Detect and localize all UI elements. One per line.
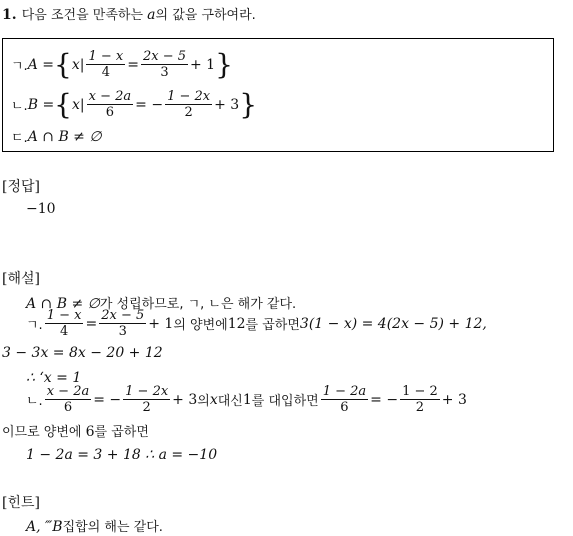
hint-line [26, 516, 163, 535]
solution-line-4: ∴ ‘x = 1 [26, 370, 82, 386]
denominator: 2 [184, 105, 193, 120]
denominator: 6 [340, 400, 349, 415]
answer-value: −10 [26, 201, 56, 217]
solution-line-5-text-2: 대신 [217, 394, 243, 409]
problem-text-before: 다음 조건을 만족하는 [21, 8, 148, 23]
numerator: x − 2a [88, 89, 132, 104]
solution-line-6-six: 6 [85, 424, 95, 440]
denominator: 2 [415, 400, 425, 415]
condition-2-lhs: B = [27, 96, 55, 113]
solution-line-2-tail: + 1 [148, 315, 174, 332]
equals: = − [370, 391, 399, 408]
numerator: 1 − 2x [167, 89, 211, 104]
condition-1 [11, 49, 233, 80]
condition-3-label: ㄷ. [11, 131, 28, 146]
equals: = − [93, 391, 122, 408]
denominator: 4 [101, 65, 110, 80]
problem-number: 1. [2, 7, 17, 23]
right-brace: } [239, 87, 258, 121]
equals: = [85, 315, 98, 332]
denominator: 3 [118, 324, 127, 339]
condition-1-lhs: A = [27, 56, 54, 73]
left-brace: { [54, 47, 72, 81]
solution-line-5-one: 1 [242, 391, 252, 408]
fraction [123, 384, 170, 415]
denominator: 3 [160, 65, 169, 80]
fraction [45, 308, 84, 339]
solution-line-2-text-1: 의 양변에 [173, 318, 228, 333]
problem-text-after: 의 값을 구하여라. [155, 8, 256, 23]
condition-3-expr: A ∩ B ≠ ∅ [27, 128, 102, 145]
fraction [165, 89, 212, 120]
problem-statement [2, 4, 256, 23]
fraction [45, 384, 92, 415]
numerator: 1 − 2 [402, 384, 438, 399]
condition-2-label: ㄴ. [11, 99, 28, 114]
condition-1-tail: + 1 [189, 56, 216, 73]
denominator: 6 [105, 105, 115, 120]
hint-title: [힌트] [2, 495, 40, 511]
condition-2 [11, 89, 257, 120]
solution-line-6-text-2: 를 곱하면 [94, 425, 149, 440]
numerator: 1 − x [88, 49, 124, 64]
solution-line-6 [2, 421, 149, 440]
solution-line-5-x: x [209, 391, 218, 408]
solution-line-2-equation: 3(1 − x) = 4(2x − 5) + 12, [299, 315, 487, 332]
answer-title: [정답] [2, 179, 40, 195]
hint-math: A, ‴B [26, 519, 63, 535]
solution-line-5-tail-2: + 3 [441, 391, 467, 408]
condition-2-x-bar: x| [72, 96, 85, 113]
solution-line-2-twelve: 12 [227, 315, 246, 332]
solution-line-1-text: 가 성립하므로, ㄱ, ㄴ은 해가 같다. [99, 297, 297, 312]
right-brace: } [215, 47, 233, 81]
solution-line-1-math: A ∩ B ≠ ∅ [26, 296, 100, 312]
condition-1-label: ㄱ. [11, 59, 28, 74]
solution-line-5-text-3: 를 대입하면 [251, 394, 319, 409]
solution-line-2 [26, 308, 487, 339]
left-brace: { [54, 87, 72, 121]
solution-line-2-text-2: 를 곱하면 [245, 318, 300, 333]
solution-line-7: 1 − 2a = 3 + 18 ∴ a = −10 [26, 447, 218, 463]
solution-line-6-text-1: 이므로 양변에 [2, 425, 86, 440]
conditions-box [2, 38, 554, 152]
solution-line-3: 3 − 3x = 8x − 20 + 12 [2, 345, 163, 361]
equals: = [127, 56, 139, 73]
fraction [400, 384, 440, 415]
solution-line-5-label: ㄴ. [26, 394, 43, 409]
fraction [99, 308, 146, 339]
fraction [141, 49, 188, 80]
condition-1-x-bar: x| [71, 56, 85, 73]
fraction [86, 49, 125, 80]
solution-line-5 [26, 384, 467, 415]
fraction [321, 384, 368, 415]
equals: = − [135, 96, 164, 113]
numerator: 1 − 2a [322, 384, 367, 399]
denominator: 4 [59, 324, 69, 339]
solution-line-2-label: ㄱ. [26, 318, 43, 333]
numerator: 1 − 2x [125, 384, 169, 399]
denominator: 2 [142, 400, 151, 415]
solution-line-5-tail: + 3 [172, 391, 198, 408]
solution-title: [해설] [2, 271, 40, 287]
numerator: 1 − x [46, 308, 82, 323]
numerator: x − 2a [46, 384, 90, 399]
numerator: 2x − 5 [142, 49, 186, 64]
condition-3 [11, 127, 102, 146]
numerator: 2x − 5 [101, 308, 145, 323]
solution-line-5-text-1: 의 [197, 394, 210, 409]
fraction [87, 89, 134, 120]
condition-2-tail: + 3 [214, 96, 240, 113]
denominator: 6 [63, 400, 73, 415]
problem-var-a: a [147, 7, 156, 23]
hint-text: 집합의 해는 같다. [62, 520, 163, 535]
